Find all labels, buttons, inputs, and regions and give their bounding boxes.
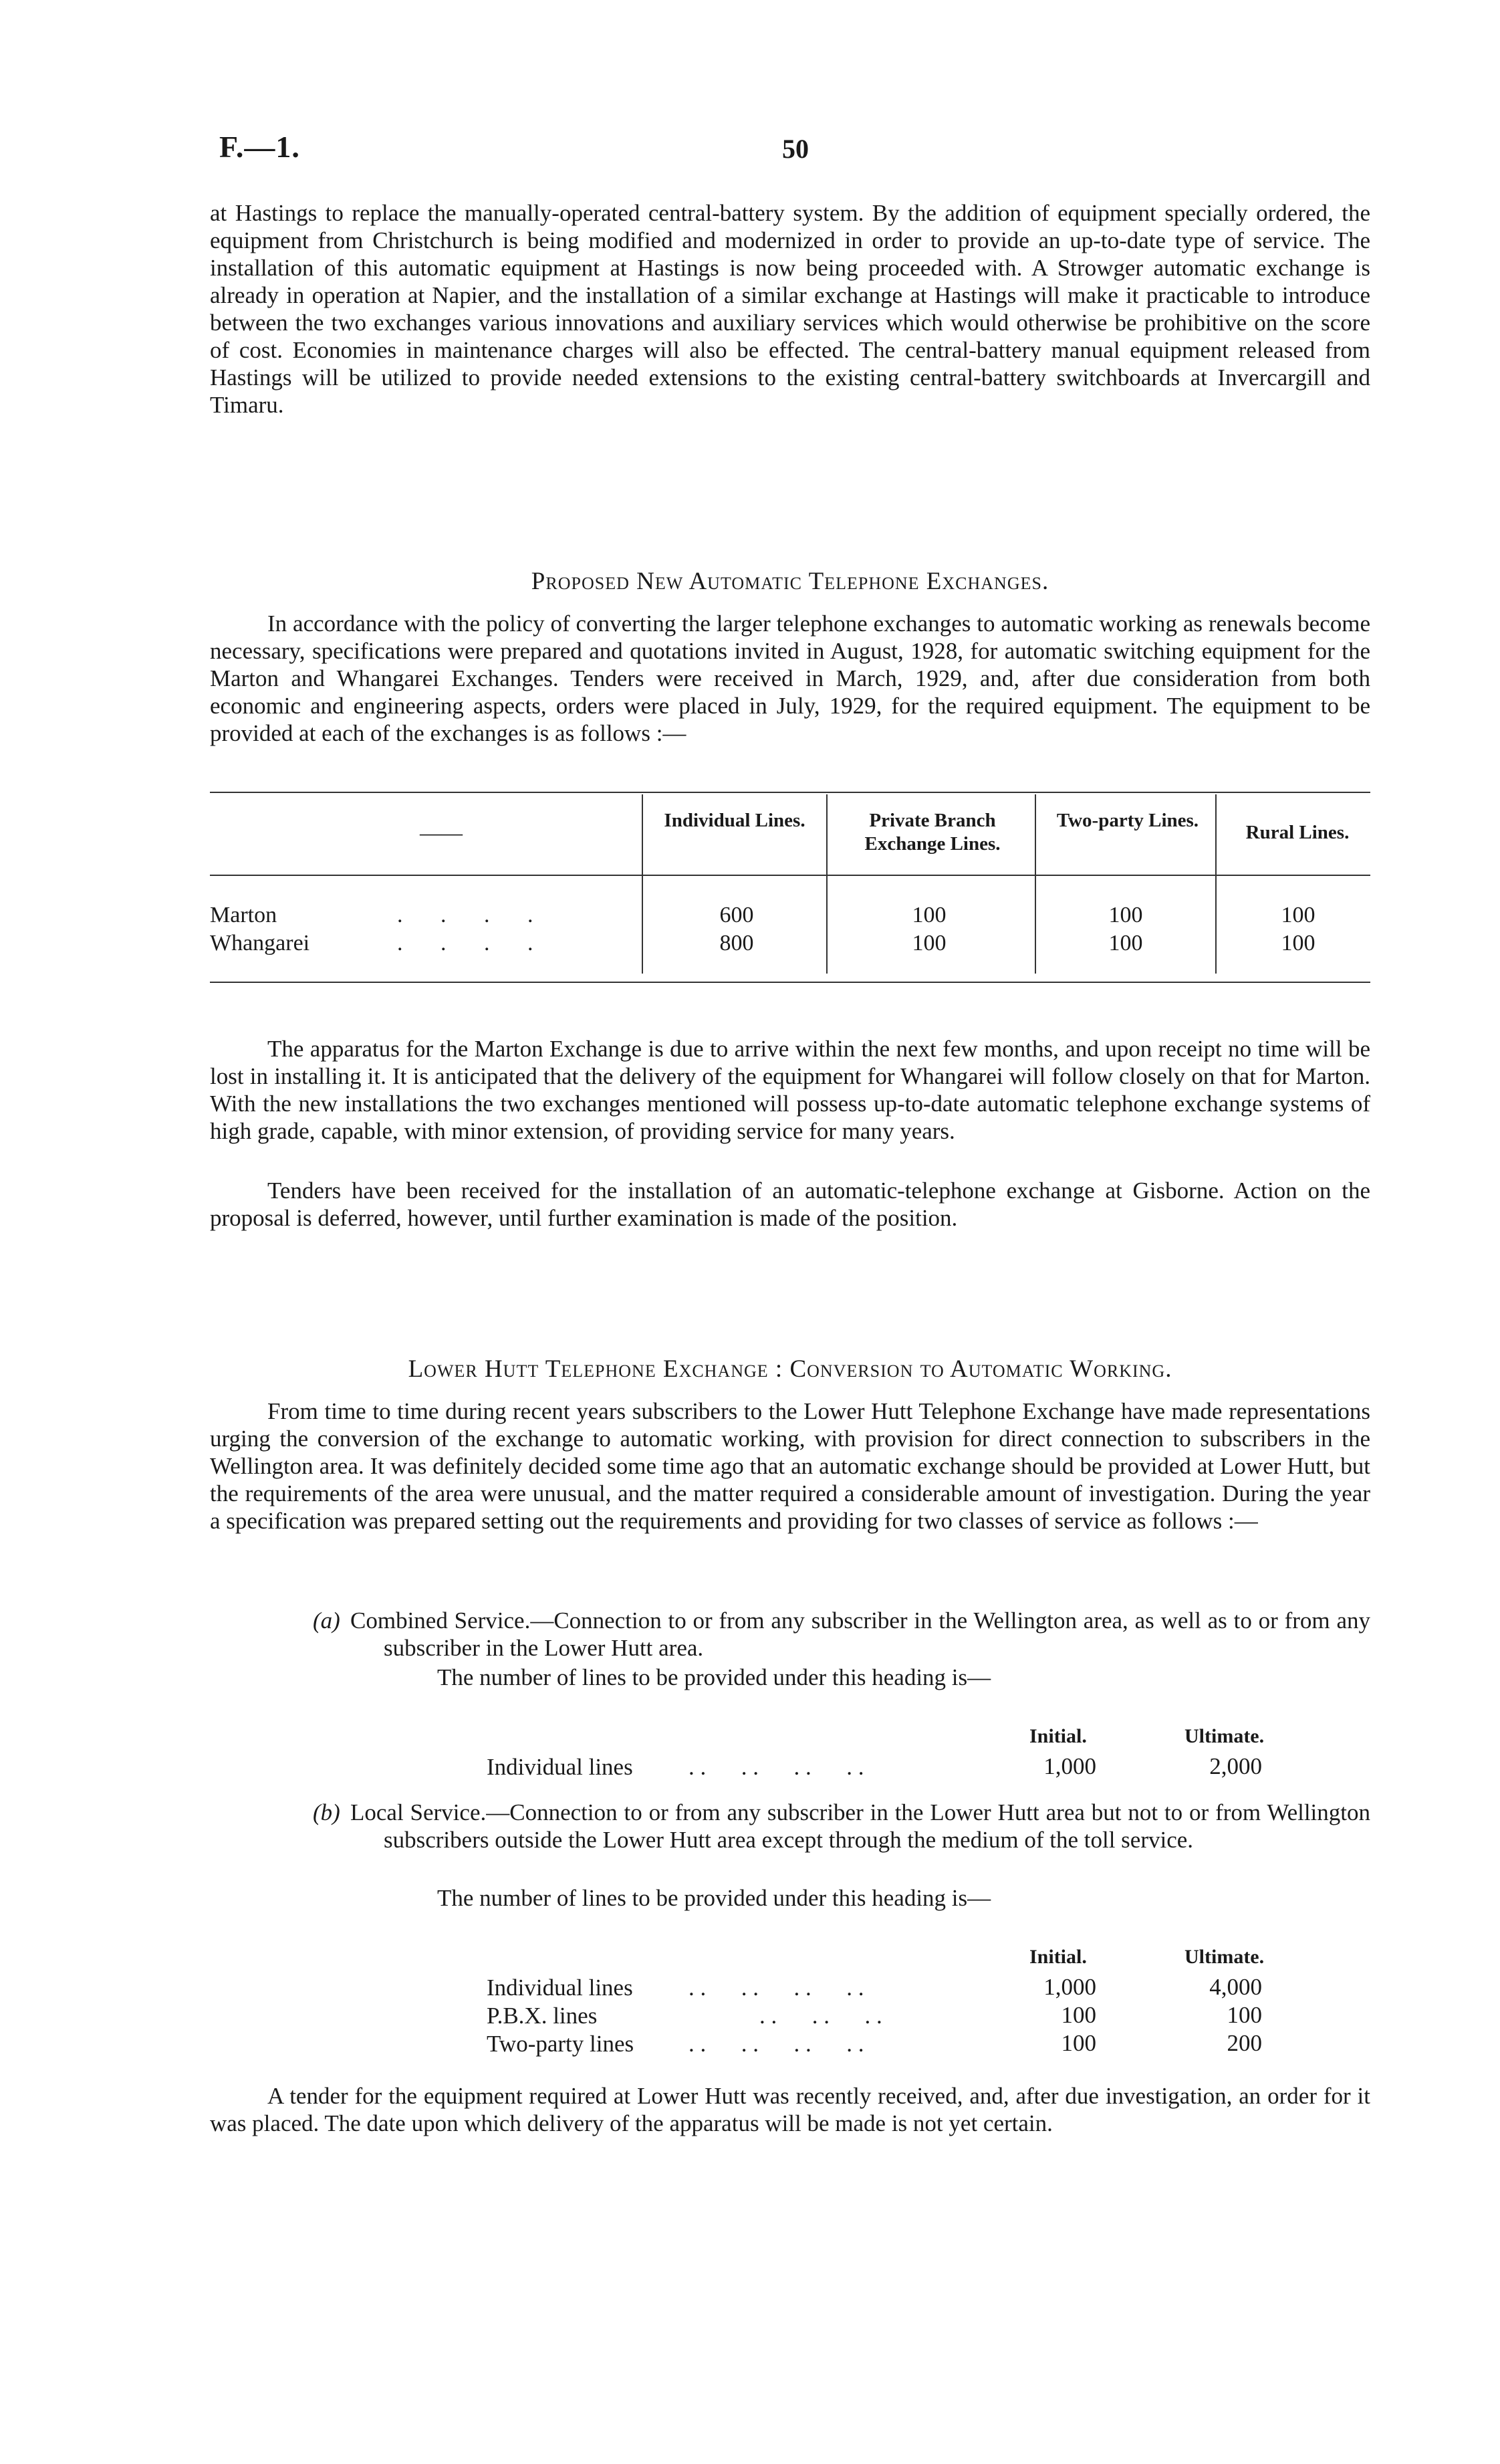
item-b-ultimate: 4,000 [1209,1974,1262,2000]
col-header-rural: Rural Lines. [1245,822,1350,843]
leader-dots: . . . . . . . . [689,1975,864,2001]
col-header-pbx: Private Branch Exchange Lines. [864,810,1001,855]
item-a-ultimate: 2,000 [1209,1753,1262,1779]
item-a-row-label: Individual lines [487,1754,633,1780]
leader-dots: . . . . [397,931,549,956]
item-b-ultimate: 200 [1227,2030,1262,2056]
leader-dots: . . . . . . . . [689,1754,864,1780]
item-b-initial: 100 [1061,2030,1096,2056]
item-b-row-label: Individual lines [487,1975,633,2001]
leader-dots: . . . . . . [759,2003,882,2029]
table-col-divider [826,794,828,974]
page-number: 50 [782,134,809,164]
leader-dots: . . . . [397,903,549,927]
col-header-initial: Initial. [1029,1946,1087,1968]
table-header-rule [210,875,1370,876]
section1-paragraph2-text: The apparatus for the Marton Exchange is due to arrive within the next few months, and upon receipt no time will be lost in installing it. It is anticipated that the delivery of the equipment for Whangarei will follow closely on that for Marton. With the new installations the two exchanges mentioned will possess up-to-date automatic telephone exchange systems of high grade, capable, with minor extension, of providing service for many years. [210,1036,1370,1144]
table-col-divider [1215,794,1217,974]
section1-paragraph3-text: Tenders have been received for the installation of an automatic-telephone exchange at Gisborne. Action on the proposal is deferred, however, until further examination is made of the position. [210,1178,1370,1231]
section1-paragraph [210,610,1370,747]
col-header-ultimate: Ultimate. [1184,1725,1265,1747]
section1-paragraph3 [210,1177,1370,1232]
item-a-text [350,1607,1370,1662]
closing-paragraph-text: A tender for the equipment required at Lower Hutt was recently received, and, after due investigation, an order for it was placed. The date upon which delivery of the apparatus will be made is not yet certain. [210,2083,1370,2136]
table-cell: 100 [912,903,947,927]
table-blank-header: —— [420,820,463,845]
item-b-text-content: Local Service.—Connection to or from any subscriber in the Lower Hutt area but not to or from Wellington subscribers outside the Lower Hutt area except through the medium of the toll service. [350,1799,1370,1853]
section1-paragraph-text: In accordance with the policy of converting the larger telephone exchanges to automatic working as renewals become necessary, specifications were prepared and quotations invited in August, 1928, for automatic switching equipment for the Marton and Whangarei Exchanges. Tenders were received in March, 1929, and, after due consideration from both economic and engineering aspects, orders were placed in July, 1929, for the required equipment. The equipment to be provided at each of the exchanges is as follows :— [210,610,1370,746]
table-col-divider [642,794,643,974]
section2-paragraph-text: From time to time during recent years subscribers to the Lower Hutt Telephone Exchange have made representations urging the conversion of the exchange to automatic working, with provision for direct connection to subscribers in the Wellington area. It was definitely decided some time ago that an automatic exchange should be provided at Lower Hutt, but the requirements of the area were unusual, and the matter required a considerable amount of investigation. During the year a specification was prepared setting out the requirements and providing for two classes of service as follows :— [210,1398,1370,1534]
item-b-label: (b) [313,1799,340,1825]
table-cell: 600 [719,903,754,927]
table-row-label: Marton [210,903,277,927]
item-b-row-label: Two-party lines [487,2031,634,2057]
closing-paragraph [210,2082,1370,2137]
intro-paragraph-text: at Hastings to replace the manually-operated central-battery system. By the addition of equipment specially ordered, the equipment from Christchurch is being modified and modernized in order to provide an up-to-date type of service. The installation of this automatic equipment at Hastings is now being proceeded with. A Strowger automatic exchange is already in operation at Napier, and the installation of a similar exchange at Hastings will make it practicable to introduce between the two exchanges various innovations and auxiliary services which would otherwise be prohibitive on the score of cost. Economies in maintenance charges will also be effected. The central-battery manual equipment released from Hastings will be utilized to provide needed extensions to the existing central-battery switchboards at Invercargill and Timaru. [210,200,1370,418]
item-a-lines-intro: The number of lines to be provided under this heading is— [437,1664,991,1690]
table-top-rule [210,792,1370,793]
table-col-divider [1035,794,1036,974]
col-header-two-party: Two-party Lines. [1056,810,1199,831]
table-cell: 100 [1281,931,1316,956]
document-reference: F.—1. [219,130,300,164]
col-header-individual: Individual Lines. [664,810,805,831]
table-cell: 100 [912,931,947,956]
leader-dots: . . . . . . . . [689,2031,864,2057]
item-a-text-content: Combined Service.—Connection to or from any subscriber in the Wellington area, as well as to or from any subscriber in the Lower Hutt area. [350,1607,1370,1661]
item-b-text [350,1799,1370,1854]
item-b-initial: 100 [1061,2002,1096,2028]
item-a-label: (a) [313,1607,340,1634]
table-bottom-rule [210,982,1370,983]
item-b-row-label: P.B.X. lines [487,2003,598,2029]
col-header-initial: Initial. [1029,1725,1087,1747]
exchange-equipment-table [210,792,1370,992]
section2-paragraph [210,1397,1370,1535]
col-header-ultimate: Ultimate. [1184,1946,1265,1968]
table-row-label: Whangarei [210,931,310,956]
item-b-initial: 1,000 [1043,1974,1096,2000]
section-heading-proposed-exchanges: Proposed New Automatic Telephone Exchanges. [531,568,1049,595]
item-a-initial: 1,000 [1043,1753,1096,1779]
item-b-ultimate: 100 [1227,2002,1262,2028]
table-cell: 100 [1108,903,1143,927]
intro-paragraph [210,199,1370,419]
section1-paragraph2 [210,1035,1370,1145]
section-heading-lower-hutt: Lower Hutt Telephone Exchange : Conversion to Automatic Working. [408,1355,1172,1383]
item-b-lines-intro: The number of lines to be provided under this heading is— [437,1885,991,1911]
table-cell: 800 [719,931,754,956]
table-cell: 100 [1281,903,1316,927]
table-cell: 100 [1108,931,1143,956]
